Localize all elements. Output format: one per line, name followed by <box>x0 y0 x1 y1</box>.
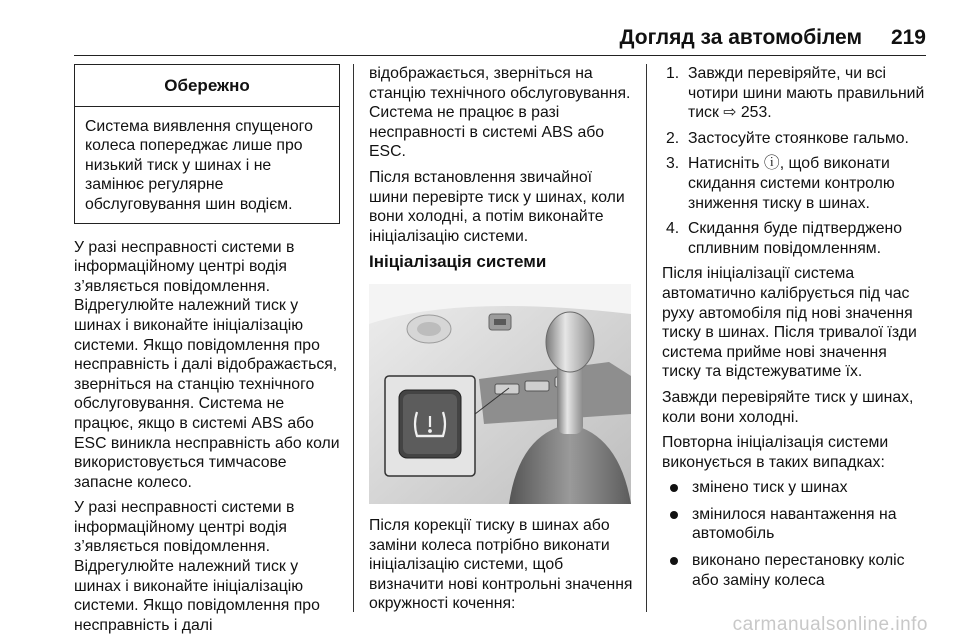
gear-console-illustration <box>369 284 631 504</box>
bullet-list <box>662 478 928 590</box>
paragraph: Повторна ініціалізація системи виконується в таких випадках: <box>662 434 889 471</box>
paragraph: відображається, зверніться на станцію технічного обслуговування. Система не працює в разі несправності в системі ABS або ESC. <box>369 65 631 161</box>
paragraph: Після встановлення звичайної шини перевірте тиск у шинах, коли вони холодні, а потім виконайте ініціалізацію системи. <box>369 168 625 245</box>
list-item: 1. Завжди перевіряйте, чи всі чотири шини мають правильний тиск ⇨ 253. <box>666 65 925 122</box>
list-item: змінилося навантаження на автомобіль <box>662 505 928 544</box>
paragraph: У разі несправності системи в інформаційному центрі водія з’являється повідомлення. Відрегулюйте належний тиск у шинах і виконайте ініціалізацію системи. Якщо повідомлення про несправність і далі <box>74 499 320 634</box>
column-divider-2 <box>646 64 647 612</box>
paragraph: Після корекції тиску в шинах або заміни колеса потрібно виконати ініціалізацію системи, щоб визначити нові контрольні значення окружності кочення: <box>369 516 633 613</box>
column-3 <box>662 64 928 597</box>
paragraph: Після ініціалізації система автоматично калібрується під час руху автомобіля під нові значення тиску в шинах. Після тривалої їзди система прийме нові значення тиску та відстежуватиме їх. <box>662 265 917 381</box>
header-rule <box>74 55 926 56</box>
section-heading: Ініціалізація системи <box>369 252 547 272</box>
caution-title: Обережно <box>75 65 339 107</box>
caution-box <box>74 64 340 224</box>
steps-list <box>662 64 928 258</box>
bullet-icon <box>670 511 678 519</box>
caution-text: Система виявлення спущеного колеса попереджає лише про низький тиск у шинах і не замінює регулярне обслуговування шин водієм. <box>85 117 313 213</box>
column-2 <box>369 64 633 620</box>
column-divider-1 <box>353 64 354 612</box>
list-item: 2. Застосуйте стоянкове гальмо. <box>666 129 909 147</box>
list-item: 3. Натисніть ⓘ, щоб виконати скидання системи контролю зниження тиску в шинах. <box>666 155 895 212</box>
bullet-icon <box>670 557 678 565</box>
list-item: 4. Скидання буде підтверджено спливним повідомленням. <box>666 220 903 257</box>
column-1 <box>74 64 342 641</box>
list-item: виконано перестановку коліс або заміну колеса <box>662 551 928 590</box>
paragraph: Завжди перевіряйте тиск у шинах, коли вони холодні. <box>662 388 914 426</box>
paragraph: У разі несправності системи в інформаційному центрі водія з’являється повідомлення. Відрегулюйте належний тиск у шинах і виконайте ініціалізацію системи. Якщо повідомлення про несправність і далі відображається, зверніться на станцію технічного обслуговування. Система не працює, якщо в системі ABS або ESC виникла несправність або коли використовується тимчасове запасне колесо. <box>74 238 340 491</box>
bullet-icon <box>670 484 678 492</box>
page-number: 219 <box>890 26 926 49</box>
list-item: змінено тиск у шинах <box>662 478 928 498</box>
page-header <box>0 0 960 56</box>
page-title: Догляд за автомобілем <box>619 26 862 49</box>
watermark: carmanualsonline.info <box>732 614 928 635</box>
